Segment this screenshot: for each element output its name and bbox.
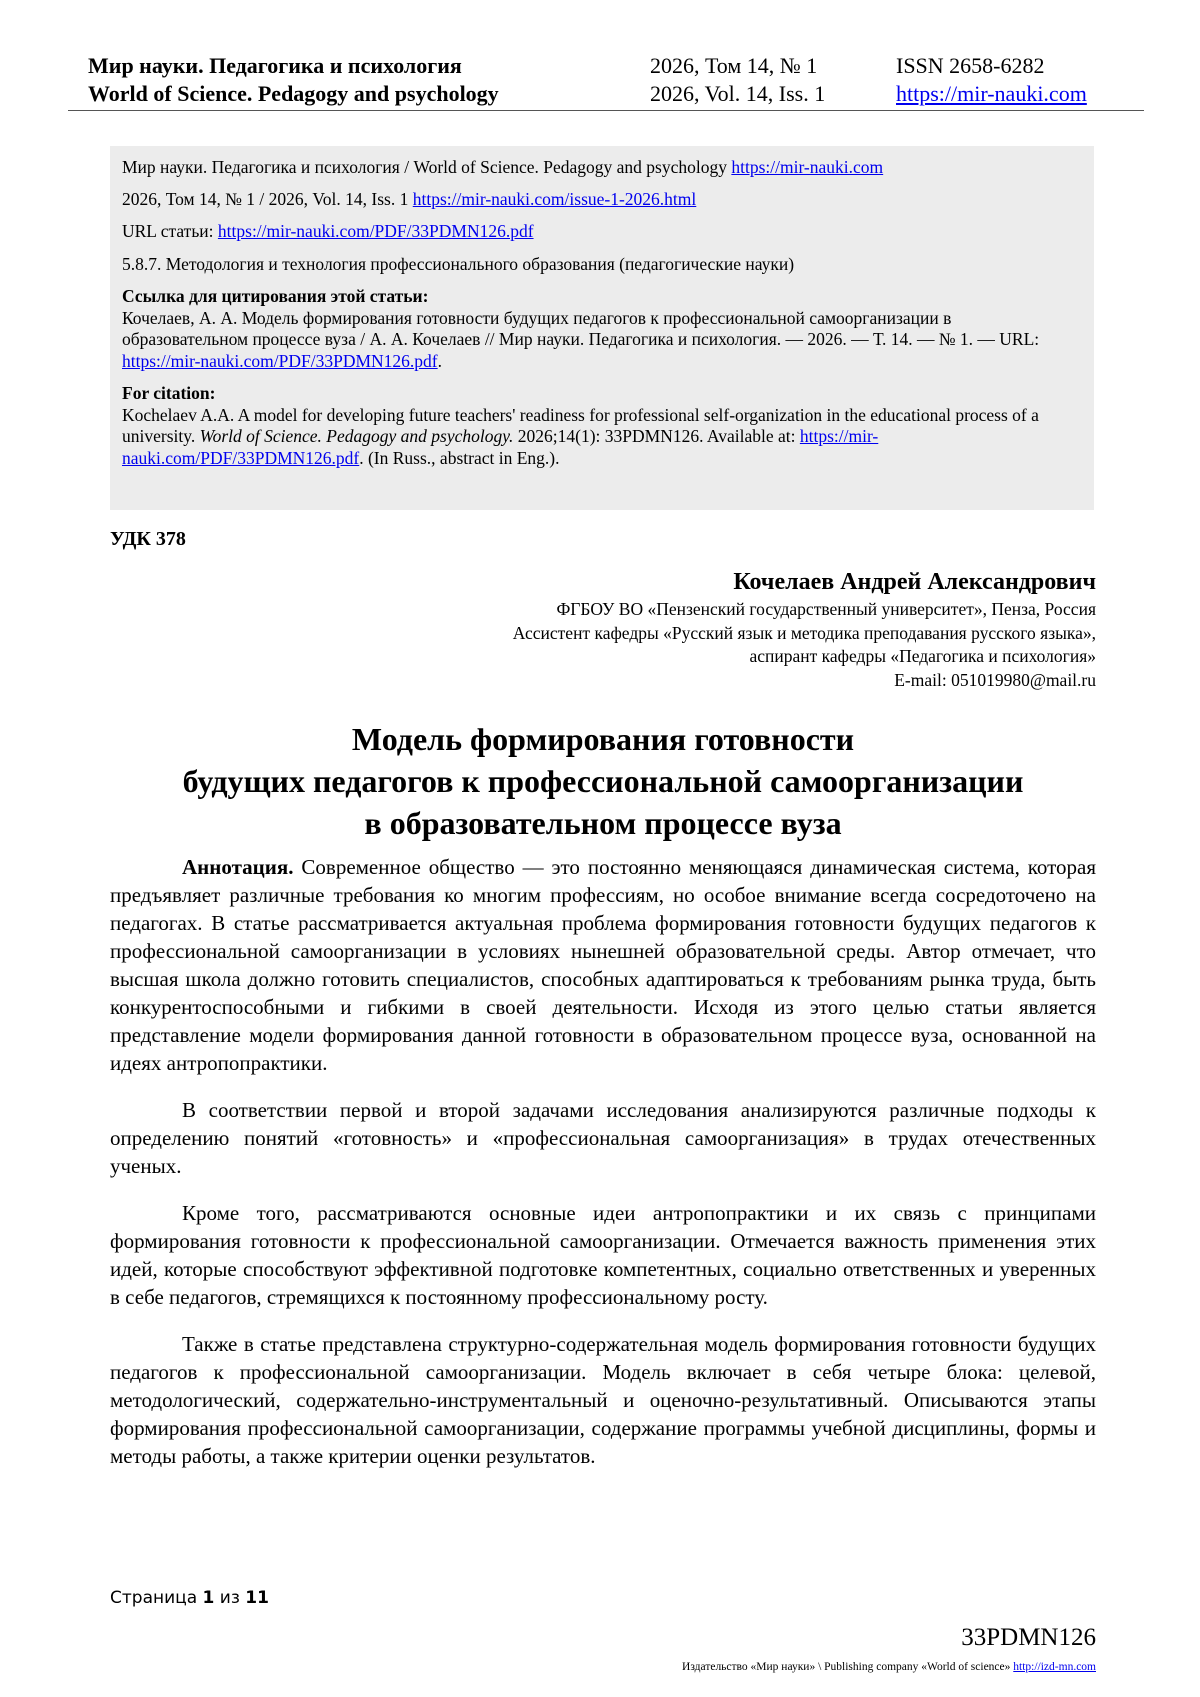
publisher-text: Издательство «Мир науки» \ Publishing company «World of science» (682, 1661, 1014, 1673)
article-code: 33PDMN126 (961, 1624, 1096, 1651)
citation-en-link[interactable]: https://mir-nauki.com/PDF/33PDMN126.pdf (122, 426, 879, 468)
author-position-2: аспирант кафедры «Педагогика и психология» (749, 646, 1096, 666)
abstract-paragraph-3: Кроме того, рассматриваются основные идеи антропопрактики и их связь с принципами формирования готовности к профессиональной самоорганизации. Отмечается важность применения этих идей, которые способствуют эффективной подготовке компетентных, социально ответственных и уверенных в себе педагогов, стремящихся к постоянному профессиональному росту. (110, 1201, 1096, 1309)
title-line-3: в образовательном процессе вуза (364, 805, 842, 841)
issue-en: 2026, Vol. 14, Iss. 1 (650, 81, 826, 106)
journal-title-en: World of Science. Pedagogy and psychology (88, 81, 499, 106)
publisher-line (682, 1661, 1096, 1673)
citation-url-line (122, 221, 534, 243)
header-journal-title (88, 52, 499, 108)
page-counter (110, 1588, 269, 1608)
header-issn-site (896, 52, 1087, 108)
author-position-1: Ассистент кафедры «Русский язык и методика преподавания русского языка», (512, 622, 1096, 643)
header-divider (68, 110, 1144, 111)
citation-url-label: URL статьи: (122, 221, 218, 241)
title-line-2: будущих педагогов к профессиональной самоорганизации (182, 763, 1024, 799)
citation-issue-text: 2026, Том 14, № 1 / 2026, Vol. 14, Iss. 1 (122, 189, 413, 209)
citation-ru-link[interactable]: https://mir-nauki.com/PDF/33PDMN126.pdf (122, 350, 438, 371)
abstract-paragraph-1 (110, 853, 1096, 1077)
citation-en-body (122, 405, 1080, 470)
running-header (88, 52, 1144, 110)
abstract-label: Аннотация. (182, 855, 294, 879)
specialty-code: 5.8.7. Методология и технология профессионального образования (педагогические науки) (122, 254, 795, 274)
citation-en-details: 2026;14(1): 33PDMN126. Available at: (513, 426, 800, 446)
citation-journal-link[interactable]: https://mir-nauki.com (731, 157, 884, 177)
author-name: Кочелаев Андрей Александрович (733, 569, 1096, 595)
page-current: 1 (202, 1588, 215, 1608)
citation-en-text: Kochelaev A.A. A model for developing future teachers' readiness for professional self-organization in the educational process of a university. (122, 404, 1039, 446)
page-prefix: Страница (110, 1588, 203, 1608)
abstract-paragraph-4: Также в статье представлена структурно-содержательная модель формирования готовности будущих педагогов к профессиональной самоорганизации. Модель включает в себя четыре блока: целевой, методологический, содержательно-инструментальный и оценочно-результативный. Описываются этапы формирования профессиональной самоорганизации, содержание программы учебной дисциплины, формы и методы работы, а также критерии оценки результатов. (110, 1332, 1096, 1468)
author-email: E-mail: 051019980@mail.ru (894, 669, 1096, 690)
citation-issue-line (122, 189, 696, 211)
citation-journal-line (122, 157, 883, 179)
title-line-1: Модель формирования готовности (351, 721, 855, 757)
publisher-link[interactable]: http://izd-mn.com (1013, 1661, 1096, 1673)
journal-site-link[interactable]: https://mir-nauki.com (896, 81, 1087, 106)
citation-en-journal: World of Science. Pedagogy and psychology. (199, 426, 514, 446)
abstract-paragraph-2: В соответствии первой и второй задачами исследования анализируются различные подходы к определению понятий «готовность» и «профессиональная самоорганизация» в трудах отечественных ученых. (110, 1098, 1096, 1178)
author-affiliation: ФГБОУ ВО «Пензенский государственный университет», Пенза, Россия (556, 599, 1096, 619)
abstract-text-1: Современное общество — это постоянно меняющаяся динамическая система, которая предъявляет различные требования ко многим профессиям, но особое внимание всегда сосредоточено на педагогах. В статье рассматривается актуальная проблема формирования готовности будущих педагогов к профессиональной самоорганизации в условиях нынешней образовательной среды. Автор отмечает, что высшая школа должно готовить специалистов, способных адаптироваться к требованиям рынка труда, быть конкурентоспособными и гибкими в своей деятельности. Исходя из этого целью статьи является представление модели формирования данной готовности в образовательном процессе вуза, основанной на идеях антропопрактики. (110, 855, 1096, 1075)
journal-title-ru: Мир науки. Педагогика и психология (88, 53, 462, 78)
page-total: 11 (245, 1588, 269, 1608)
article-title (110, 718, 1096, 844)
citation-box (110, 146, 1094, 510)
citation-en-heading: For citation: (122, 383, 216, 403)
citation-issue-link[interactable]: https://mir-nauki.com/issue-1-2026.html (412, 189, 697, 209)
abstract (110, 853, 1096, 1489)
header-issue-info (650, 52, 825, 108)
udk-code: УДК 378 (110, 528, 186, 550)
citation-ru-body (122, 308, 1080, 373)
citation-ru-text: Кочелаев, А. А. Модель формирования готовности будущих педагогов к профессиональной самоорганизации в образовательном процессе вуза / А. А. Кочелаев // Мир науки. Педагогика и психология. — 2026. — Т. 14. — № 1. — URL: (122, 307, 1040, 349)
citation-journal-text: Мир науки. Педагогика и психология / World of Science. Pedagogy and psychology (122, 157, 732, 177)
issn: ISSN 2658-6282 (896, 53, 1045, 78)
issue-ru: 2026, Том 14, № 1 (650, 53, 818, 78)
citation-en (122, 383, 1080, 469)
citation-en-tail: . (In Russ., abstract in Eng.). (359, 447, 560, 468)
article-pdf-link[interactable]: https://mir-nauki.com/PDF/33PDMN126.pdf (217, 221, 534, 241)
author-block (196, 566, 1096, 692)
citation-ru-tail: . (437, 350, 443, 371)
citation-ru-heading: Ссылка для цитирования этой статьи: (122, 286, 429, 306)
citation-ru (122, 286, 1080, 372)
page-middle: из (214, 1588, 246, 1608)
